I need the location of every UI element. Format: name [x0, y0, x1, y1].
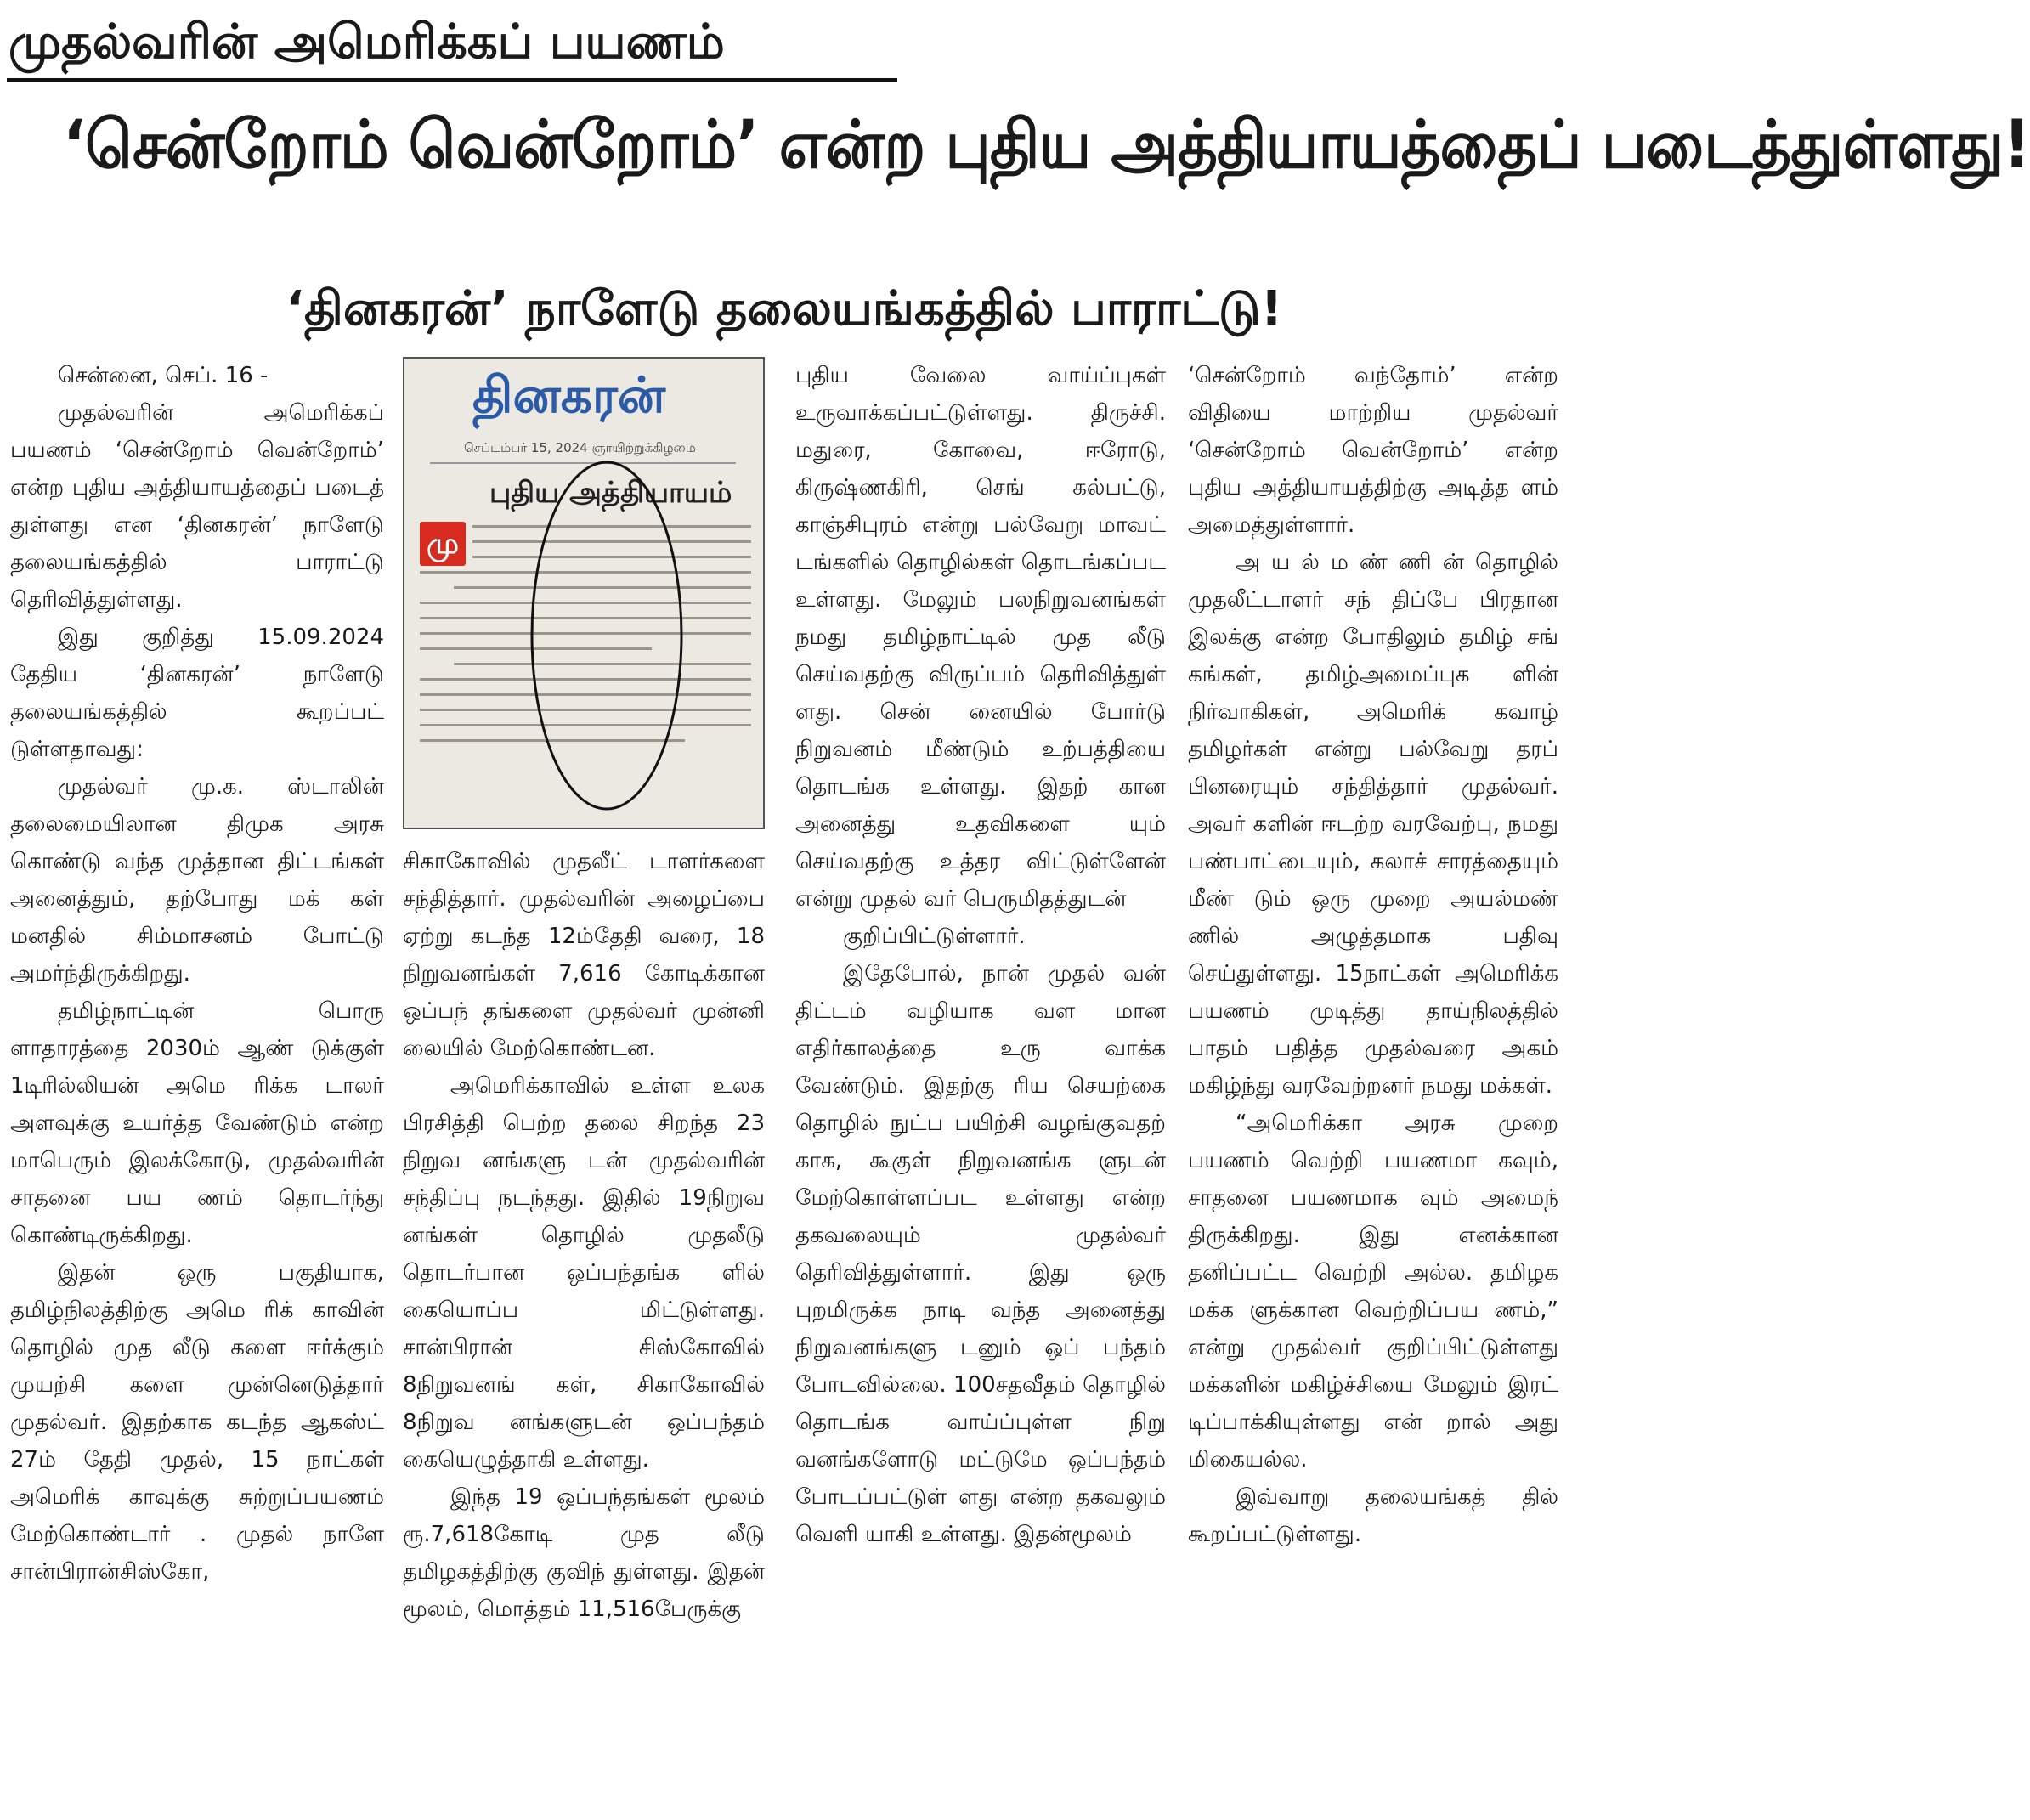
- dateline: சென்னை, செப். 16 -: [58, 363, 269, 388]
- clipping-date: செப்டம்பர் 15, 2024 ஞாயிற்றுக்கிழமை: [464, 440, 696, 455]
- kicker-underline: [7, 78, 897, 82]
- paragraph: புதிய வேலை வாய்ப்புகள் உருவாக்கப்பட்டுள்ளது. திருச்சி. மதுரை, கோவை, ஈரோடு, கிருஷ்ணகிரி, செங் கல்பட்டு, காஞ்சிபுரம் என்று பல்வேறு மாவட் டங்களில் தொழில்கள் தொடங்கப்பட உள்ளது. மேலும் பலநிறுவனங்கள் நமது தமிழ்நாட்டில் முத லீடு செய்வதற்கு விருப்பம் தெரிவித்துள் ளது. சென் னையில் போர்டு நிறுவனம் மீண்டும் உற்பத்தியை தொடங்க உள்ளது. இதற் கான அனைத்து உதவிகளை யும் செய்வதற்கு உத்தர விட்டுள்ளேன் என்று முதல் வர் பெருமிதத்துடன்: [795, 363, 1166, 912]
- clipping-badge: மு: [420, 522, 466, 566]
- paragraph: இதேபோல், நான் முதல் வன் திட்டம் வழியாக வள மான எதிர்காலத்தை உரு வாக்க வேண்டும். இதற்கு ரிய செயற்கை தொழில் நுட்ப பயிற்சி வழங்குவதற் காக, கூகுள் நிறுவனங்க ளுடன் மேற்கொள்ளப்பட உள்ளது என்ற தகவலையும் முதல்வர் தெரிவித்துள்ளார். இது ஒரு புறமிருக்க நாடி வந்த அனைத்து நிறுவனங்களு டனும் ஒப் பந்தம் போடவில்லை. 100சதவீதம் தொழில் தொடங்க வாய்ப்புள்ள நிறு வனங்களோடு மட்டுமே ஒப்பந்தம் போடப்பட்டுள் ளது என்ற தகவலும் வெளி யாகி உள்ளது. இதன்மூலம்: [795, 961, 1166, 1547]
- article-column-4: [1188, 357, 1558, 1810]
- paragraph: இந்த 19 ஒப்பந்தங்கள் மூலம் ரூ.7,618கோடி முத லீடு தமிழகத்திற்கு குவிந் துள்ளது. இதன் மூலம், மொத்தம் 11,516பேருக்கு: [403, 1484, 765, 1622]
- clipping-masthead: தினகரன்: [472, 366, 666, 424]
- newspaper-clipping-image: [403, 357, 765, 829]
- paragraph: முதல்வர் மு.க. ஸ்டாலின் தலைமையிலான திமுக அரசு கொண்டு வந்த முத்தான திட்டங்கள் அனைத்தும், தற்போது மக் கள் மனதில் சிம்மாசனம் போட்டு அமர்ந்திருக்கிறது.: [10, 774, 384, 986]
- subheadline: ‘தினகரன்’ நாளேடு தலையங்கத்தில் பாராட்டு!: [286, 281, 1283, 336]
- paragraph: இதன் ஒரு பகுதியாக, தமிழ்நிலத்திற்கு அமெ ரிக் காவின் தொழில் முத லீடு களை ஈர்க்கும் முயற்சி களை முன்னெடுத்தார் முதல்வர். இதற்காக கடந்த ஆகஸ்ட் 27ம் தேதி முதல், 15 நாட்கள் அமெரிக் காவுக்கு சுற்றுப்பயணம் மேற்கொண்டார் . முதல் நாளே சான்பிரான்சிஸ்கோ,: [10, 1260, 384, 1585]
- paragraph: “அமெரிக்கா அரசு முறை பயணம் வெற்றி பயணமா கவும், சாதனை பயணமாக வும் அமைந் திருக்கிறது. இது எனக்கான தனிப்பட்ட வெற்றி அல்ல. தமிழக மக்க ளுக்கான வெற்றிப்பய ணம்,” என்று முதல்வர் குறிப்பிட்டுள்ளது மக்களின் மகிழ்ச்சியை மேலும் இரட் டிப்பாக்கியுள்ளது என் றால் அது மிகையல்ல.: [1188, 1111, 1558, 1472]
- paragraph: அ ய ல் ம ண் ணி ன் தொழில் முதலீட்டாளர் சந் திப்பே பிரதான இலக்கு என்ற போதிலும் தமிழ் சங் கங்கள், தமிழ்அமைப்புக ளின் நிர்வாகிகள், அமெரிக் கவாழ் தமிழர்கள் என்று பல்வேறு தரப் பினரையும் சந்தித்தார் முதல்வர். அவர் களின் ஈடற்ற வரவேற்பு, நமது பண்பாட்டையும், கலாச் சாரத்தையும் மீண் டும் ஒரு முறை அயல்மண் ணில் அழுத்தமாக பதிவு செய்துள்ளது. 15நாட்கள் அமெரிக்க பயணம் முடித்து தாய்நிலத்தில் பாதம் பதித்த முதல்வரை அகம் மகிழ்ந்து வரவேற்றனர் நமது மக்கள்.: [1188, 550, 1558, 1099]
- article-column-1: [10, 357, 384, 1810]
- paragraph: சிகாகோவில் முதலீட் டாளர்களை சந்தித்தார். முதல்வரின் அழைப்பை ஏற்று கடந்த 12ம்தேதி வரை, 18 நிறுவனங்கள் 7,616 கோடிக்கான ஒப்பந் தங்களை முதல்வர் முன்னி லையில் மேற்கொண்டன.: [403, 849, 765, 1061]
- paragraph: முதல்வரின் அமெரிக்கப் பயணம் ‘சென்றோம் வென்றோம்’ என்ற புதிய அத்தியாயத்தைப் படைத் துள்ளது என ‘தினகரன்’ நாளேடு தலையங்கத்தில் பாராட்டு தெரிவித்துள்ளது.: [10, 400, 384, 613]
- paragraph: இது குறித்து 15.09.2024 தேதிய ‘தினகரன்’ நாளேடு தலையங்கத்தில் கூறப்பட் டுள்ளதாவது:: [10, 625, 384, 762]
- paragraph: அமெரிக்காவில் உள்ள உலக பிரசித்தி பெற்ற தலை சிறந்த 23 நிறுவ னங்களு டன் முதல்வரின் சந்திப்பு நடந்தது. இதில் 19நிறுவ னங்கள் தொழில் முதலீடு தொடர்பான ஒப்பந்தங்க ளில் கையொப்ப மிட்டுள்ளது. சான்பிரான் சிஸ்கோவில் 8நிறுவனங் கள், சிகாகோவில் 8நிறுவ னங்களுடன் ஒப்பந்தம் கையெழுத்தாகி உள்ளது.: [403, 1073, 765, 1472]
- paragraph: தமிழ்நாட்டின் பொரு ளாதாரத்தை 2030ம் ஆண் டுக்குள் 1டிரில்லியன் அமெ ரிக்க டாலர் அளவுக்கு உயர்த்த வேண்டும் என்ற மாபெரும் இலக்கோடு, முதல்வரின் சாதனை பய ணம் தொடர்ந்து கொண்டிருக்கிறது.: [10, 998, 384, 1248]
- article-column-3: [795, 357, 1166, 1810]
- headline: ‘சென்றோம் வென்றோம்’ என்ற புதிய அத்தியாயத்தைப் படைத்துள்ளது!: [62, 107, 2030, 184]
- paragraph: குறிப்பிட்டுள்ளார்.: [843, 924, 1026, 949]
- clipping-title: புதிய அத்தியாயம்: [489, 476, 732, 510]
- paragraph: ‘சென்றோம் வந்தோம்’ என்ற விதியை மாற்றிய முதல்வர் ‘சென்றோம் வென்றோம்’ என்ற புதிய அத்தியாயத்திற்கு அடித்த ளம் அமைத்துள்ளார்.: [1188, 363, 1558, 538]
- clipping-ellipse-marker: [404, 359, 766, 831]
- paragraph: இவ்வாறு தலையங்கத் தில் கூறப்பட்டுள்ளது.: [1188, 1484, 1558, 1547]
- article-column-2: [403, 843, 765, 1810]
- kicker-title: முதல்வரின் அமெரிக்கப் பயணம்: [8, 14, 725, 70]
